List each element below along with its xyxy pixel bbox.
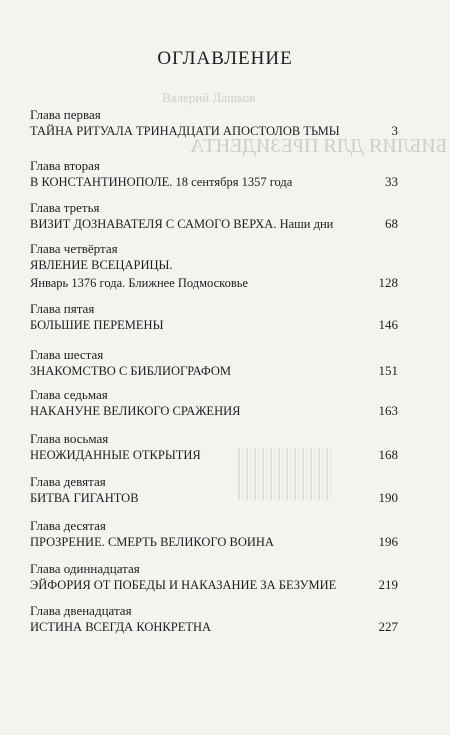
chapter-label: Глава пятая <box>30 301 95 316</box>
show-through-book-title: БИБЛИЯ ДЛЯ ПРЕЗИДЕНТА <box>190 135 448 157</box>
chapter-entry-12 <box>30 603 398 635</box>
chapter-page-number: 227 <box>378 619 398 634</box>
chapter-page-number: 68 <box>385 216 398 231</box>
chapter-label: Глава первая <box>30 107 101 122</box>
chapter-entry-11 <box>30 561 398 593</box>
chapter-entry-8 <box>30 431 398 463</box>
chapter-entry-9 <box>30 474 398 506</box>
chapter-title: НЕОЖИДАННЫЕ ОТКРЫТИЯ <box>30 448 201 462</box>
chapter-entry-1 <box>30 107 398 139</box>
chapter-label: Глава девятая <box>30 474 106 489</box>
chapter-subtitle: 18 сентября 1357 года <box>172 175 293 189</box>
chapter-page-number: 33 <box>385 174 398 189</box>
chapter-label: Глава шестая <box>30 347 104 362</box>
chapter-entry-2 <box>30 158 398 190</box>
chapter-label: Глава четвёртая <box>30 241 118 256</box>
chapter-page-number: 168 <box>378 447 398 462</box>
chapter-title: ЗНАКОМСТВО С БИБЛИОГРАФОМ <box>30 364 232 378</box>
chapter-label: Глава восьмая <box>30 431 109 446</box>
chapter-title-row <box>30 619 398 635</box>
chapter-title-row <box>30 534 398 550</box>
chapter-subtitle: Наши дни <box>276 217 334 231</box>
chapter-title-row <box>30 447 398 463</box>
chapter-title: НАКАНУНЕ ВЕЛИКОГО СРАЖЕНИЯ <box>30 404 241 418</box>
chapter-page-number: 190 <box>378 490 398 505</box>
chapter-title: БИТВА ГИГАНТОВ <box>30 491 139 505</box>
page-title: ОГЛАВЛЕНИЕ <box>157 48 293 69</box>
chapter-page-number: 196 <box>378 534 398 549</box>
chapter-title-row <box>30 123 398 139</box>
chapter-entry-7 <box>30 387 398 419</box>
chapter-entry-10 <box>30 518 398 550</box>
chapter-page-number: 163 <box>378 403 398 418</box>
chapter-extra: Январь 1376 года. Ближнее Подмосковье <box>30 276 248 290</box>
chapter-extra-row <box>30 275 398 291</box>
chapter-page-number: 128 <box>378 275 398 290</box>
chapter-page-number: 151 <box>378 363 398 378</box>
chapter-entry-6 <box>30 347 398 379</box>
chapter-title-row <box>30 363 398 379</box>
chapter-entry-5 <box>30 301 398 333</box>
chapter-title-row <box>30 174 398 190</box>
chapter-title-row <box>30 257 398 273</box>
chapter-entry-4 <box>30 241 398 291</box>
chapter-title: ПРОЗРЕНИЕ. СМЕРТЬ ВЕЛИКОГО ВОИНА <box>30 535 274 549</box>
chapter-title-row <box>30 490 398 506</box>
chapter-title: ЯВЛЕНИЕ ВСЕЦАРИЦЫ. <box>30 258 173 272</box>
chapter-label: Глава двенадцатая <box>30 603 132 618</box>
chapter-page-number: 219 <box>378 577 398 592</box>
chapter-label: Глава десятая <box>30 518 106 533</box>
chapter-title-row <box>30 403 398 419</box>
chapter-label: Глава третья <box>30 200 100 215</box>
chapter-title-row <box>30 216 398 232</box>
chapter-title: ВИЗИТ ДОЗНАВАТЕЛЯ С САМОГО ВЕРХА. <box>30 217 277 231</box>
chapter-entry-3 <box>30 200 398 232</box>
chapter-page-number: 146 <box>378 317 398 332</box>
chapter-title: ИСТИНА ВСЕГДА КОНКРЕТНА <box>30 620 212 634</box>
chapter-label: Глава вторая <box>30 158 100 173</box>
chapter-title: ТАЙНА РИТУАЛА ТРИНАДЦАТИ АПОСТОЛОВ ТЬМЫ <box>30 124 340 138</box>
chapter-page-number: 3 <box>391 123 398 138</box>
chapter-title: ЭЙФОРИЯ ОТ ПОБЕДЫ И НАКАЗАНИЕ ЗА БЕЗУМИЕ <box>30 578 337 592</box>
chapter-title: В КОНСТАНТИНОПОЛЕ. <box>30 175 173 189</box>
show-through-author: Валерий Лашков <box>162 90 256 105</box>
chapter-title-row <box>30 317 398 333</box>
chapter-label: Глава седьмая <box>30 387 108 402</box>
chapter-title: БОЛЬШИЕ ПЕРЕМЕНЫ <box>30 318 164 332</box>
chapter-title-row <box>30 577 398 593</box>
chapter-label: Глава одиннадцатая <box>30 561 140 576</box>
